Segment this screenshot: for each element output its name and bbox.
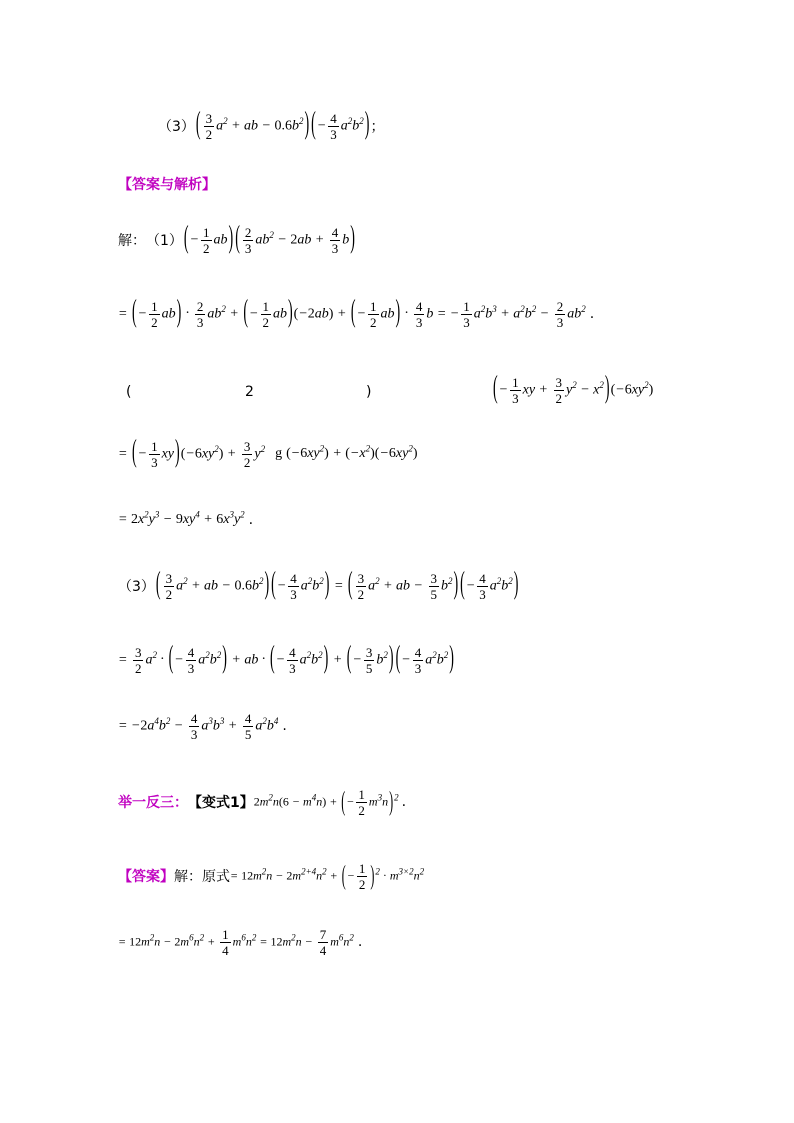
part-2-close-paren: ): [366, 384, 372, 400]
variant-tag: 【变式1】: [188, 795, 254, 811]
part-2-open-paren: (: [126, 384, 132, 400]
part-1-label: （1）: [146, 233, 183, 249]
math-expression: = (− $\frac{1}{2}$ ab) · $\frac{2}{3}$ $ab^2$ + (− $\frac{1}{2}$ ab)(−2ab) + (− $\frac{1}{2}$ ab) · $\frac{4}{3}$ b = − $\frac{1}{3}$ $a^2b^3 + a^2b^2$ − $\frac{2}{3}$ $ab^2$: [118, 295, 586, 331]
solution-part-2-expansion: = (− $\frac{1}{3}$ $xy)(-6xy^2)$ + $\frac{3}{2}$ $y^2$ g $(-6xy^2) + (-x^2)(-6xy^2)$: [118, 435, 418, 471]
math-expression: ( $\frac{3}{2}$ $a^2$ + ab − $0.6b^2$) (− $\frac{4}{3}$ $a^2b^2$): [195, 107, 370, 143]
part-2-number: 2: [245, 384, 254, 400]
solution-part-3-expansion: [118, 640, 455, 680]
math-expression: = $-2a^4b^2$ − $\frac{4}{3}$ $a^3b^3$ + $\frac{4}{5}$ $a^2b^4$: [118, 710, 279, 742]
math-expression: (− $\frac{1}{3}$ xy + $\frac{3}{2}$ $y^2 - x^2)(-6xy^2)$: [493, 371, 654, 407]
math-expression: = $12m^2n - 2m^{2+4}n^2$ + (− $\frac{1}{2}$ )$^2 \cdot m^{3\times 2}n^2$: [230, 858, 425, 892]
solution-part-2-result: = $2x^2y^3 - 9xy^4 + 6x^3y^2$ .: [118, 509, 254, 528]
variant-exercise: 举一反三： 【变式1】 $2m^2n(6 - m^4n)$ + (− $\frac{1}{2}$ $m^3n)^2$ .: [118, 784, 407, 818]
final-answer-result: = $12m^2n - 2m^6n^2$ + $\frac{1}{4}$ $m^6n^2 = 12m^2n$ − $\frac{7}{4}$ $m^6n^2$ .: [118, 926, 363, 958]
problem-3-label: （3）: [158, 119, 195, 135]
answer-tag: 【答案】: [118, 869, 174, 885]
solution-part-1-expansion: = (− $\frac{1}{2}$ ab) · $\frac{2}{3}$ $ab^2$ + (− $\frac{1}{2}$ ab)(−2ab) + (− $\frac{1}{2}$ ab) · $\frac{4}{3}$ b = − $\frac{1}{3}$ $a^2b^3 + a^2b^2$ − $\frac{2}{3}$ $ab^2$ .: [118, 295, 595, 331]
final-answer: [118, 856, 424, 896]
math-expression: = $12m^2n - 2m^6n^2$ + $\frac{1}{4}$ $m^6n^2 = 12m^2n$ − $\frac{7}{4}$ $m^6n^2$: [118, 926, 354, 958]
answer-lead: 解：原式: [174, 869, 230, 885]
part-2-expression: [492, 370, 653, 410]
math-expression: = (− $\frac{1}{3}$ $xy)(-6xy^2)$ + $\frac{3}{2}$ $y^2$: [118, 435, 266, 471]
solution-intro: 解：: [118, 233, 146, 249]
solution-part-1: [118, 220, 356, 260]
solution-part-3: [118, 566, 519, 606]
math-expression: = $\frac{3}{2}$ $a^2$ · (− $\frac{4}{3}$ $a^2b^2$) + ab · (− $\frac{4}{3}$ $a^2b^2$) + (− $\frac{3}{5}$ $b^2$) (− $\frac{4}{3}$ $a^2b^2$): [118, 641, 454, 677]
solution-part-3-result: = $-2a^4b^2$ − $\frac{4}{3}$ $a^3b^3$ + $\frac{4}{5}$ $a^2b^4$ .: [118, 710, 287, 742]
math-expression: = $2x^2y^3 - 9xy^4 + 6x^3y^2$: [118, 509, 245, 527]
part-3-label: （3）: [118, 579, 155, 595]
problem-3-statement: [158, 106, 384, 146]
answer-header: 【答案与解析】: [118, 177, 216, 193]
math-expression: (− $\frac{1}{2}$ ab) ( $\frac{2}{3}$ $ab^2 - 2ab$ + $\frac{4}{3}$ b): [183, 221, 355, 257]
semicolon: ；: [370, 119, 385, 135]
variant-prefix: 举一反三：: [118, 795, 188, 811]
math-expression: $2m^2n(6 - m^4n)$ + (− $\frac{1}{2}$ $m^3n)^2$: [253, 784, 399, 818]
math-expression: ( $\frac{3}{2}$ $a^2$ + ab − $0.6b^2$) (− $\frac{4}{3}$ $a^2b^2$) = ( $\frac{3}{2}$ $a^2$ + ab − $\frac{3}{5}$ $b^2$) (− $\frac{4}{3}$ $a^2b^2$): [155, 567, 519, 603]
